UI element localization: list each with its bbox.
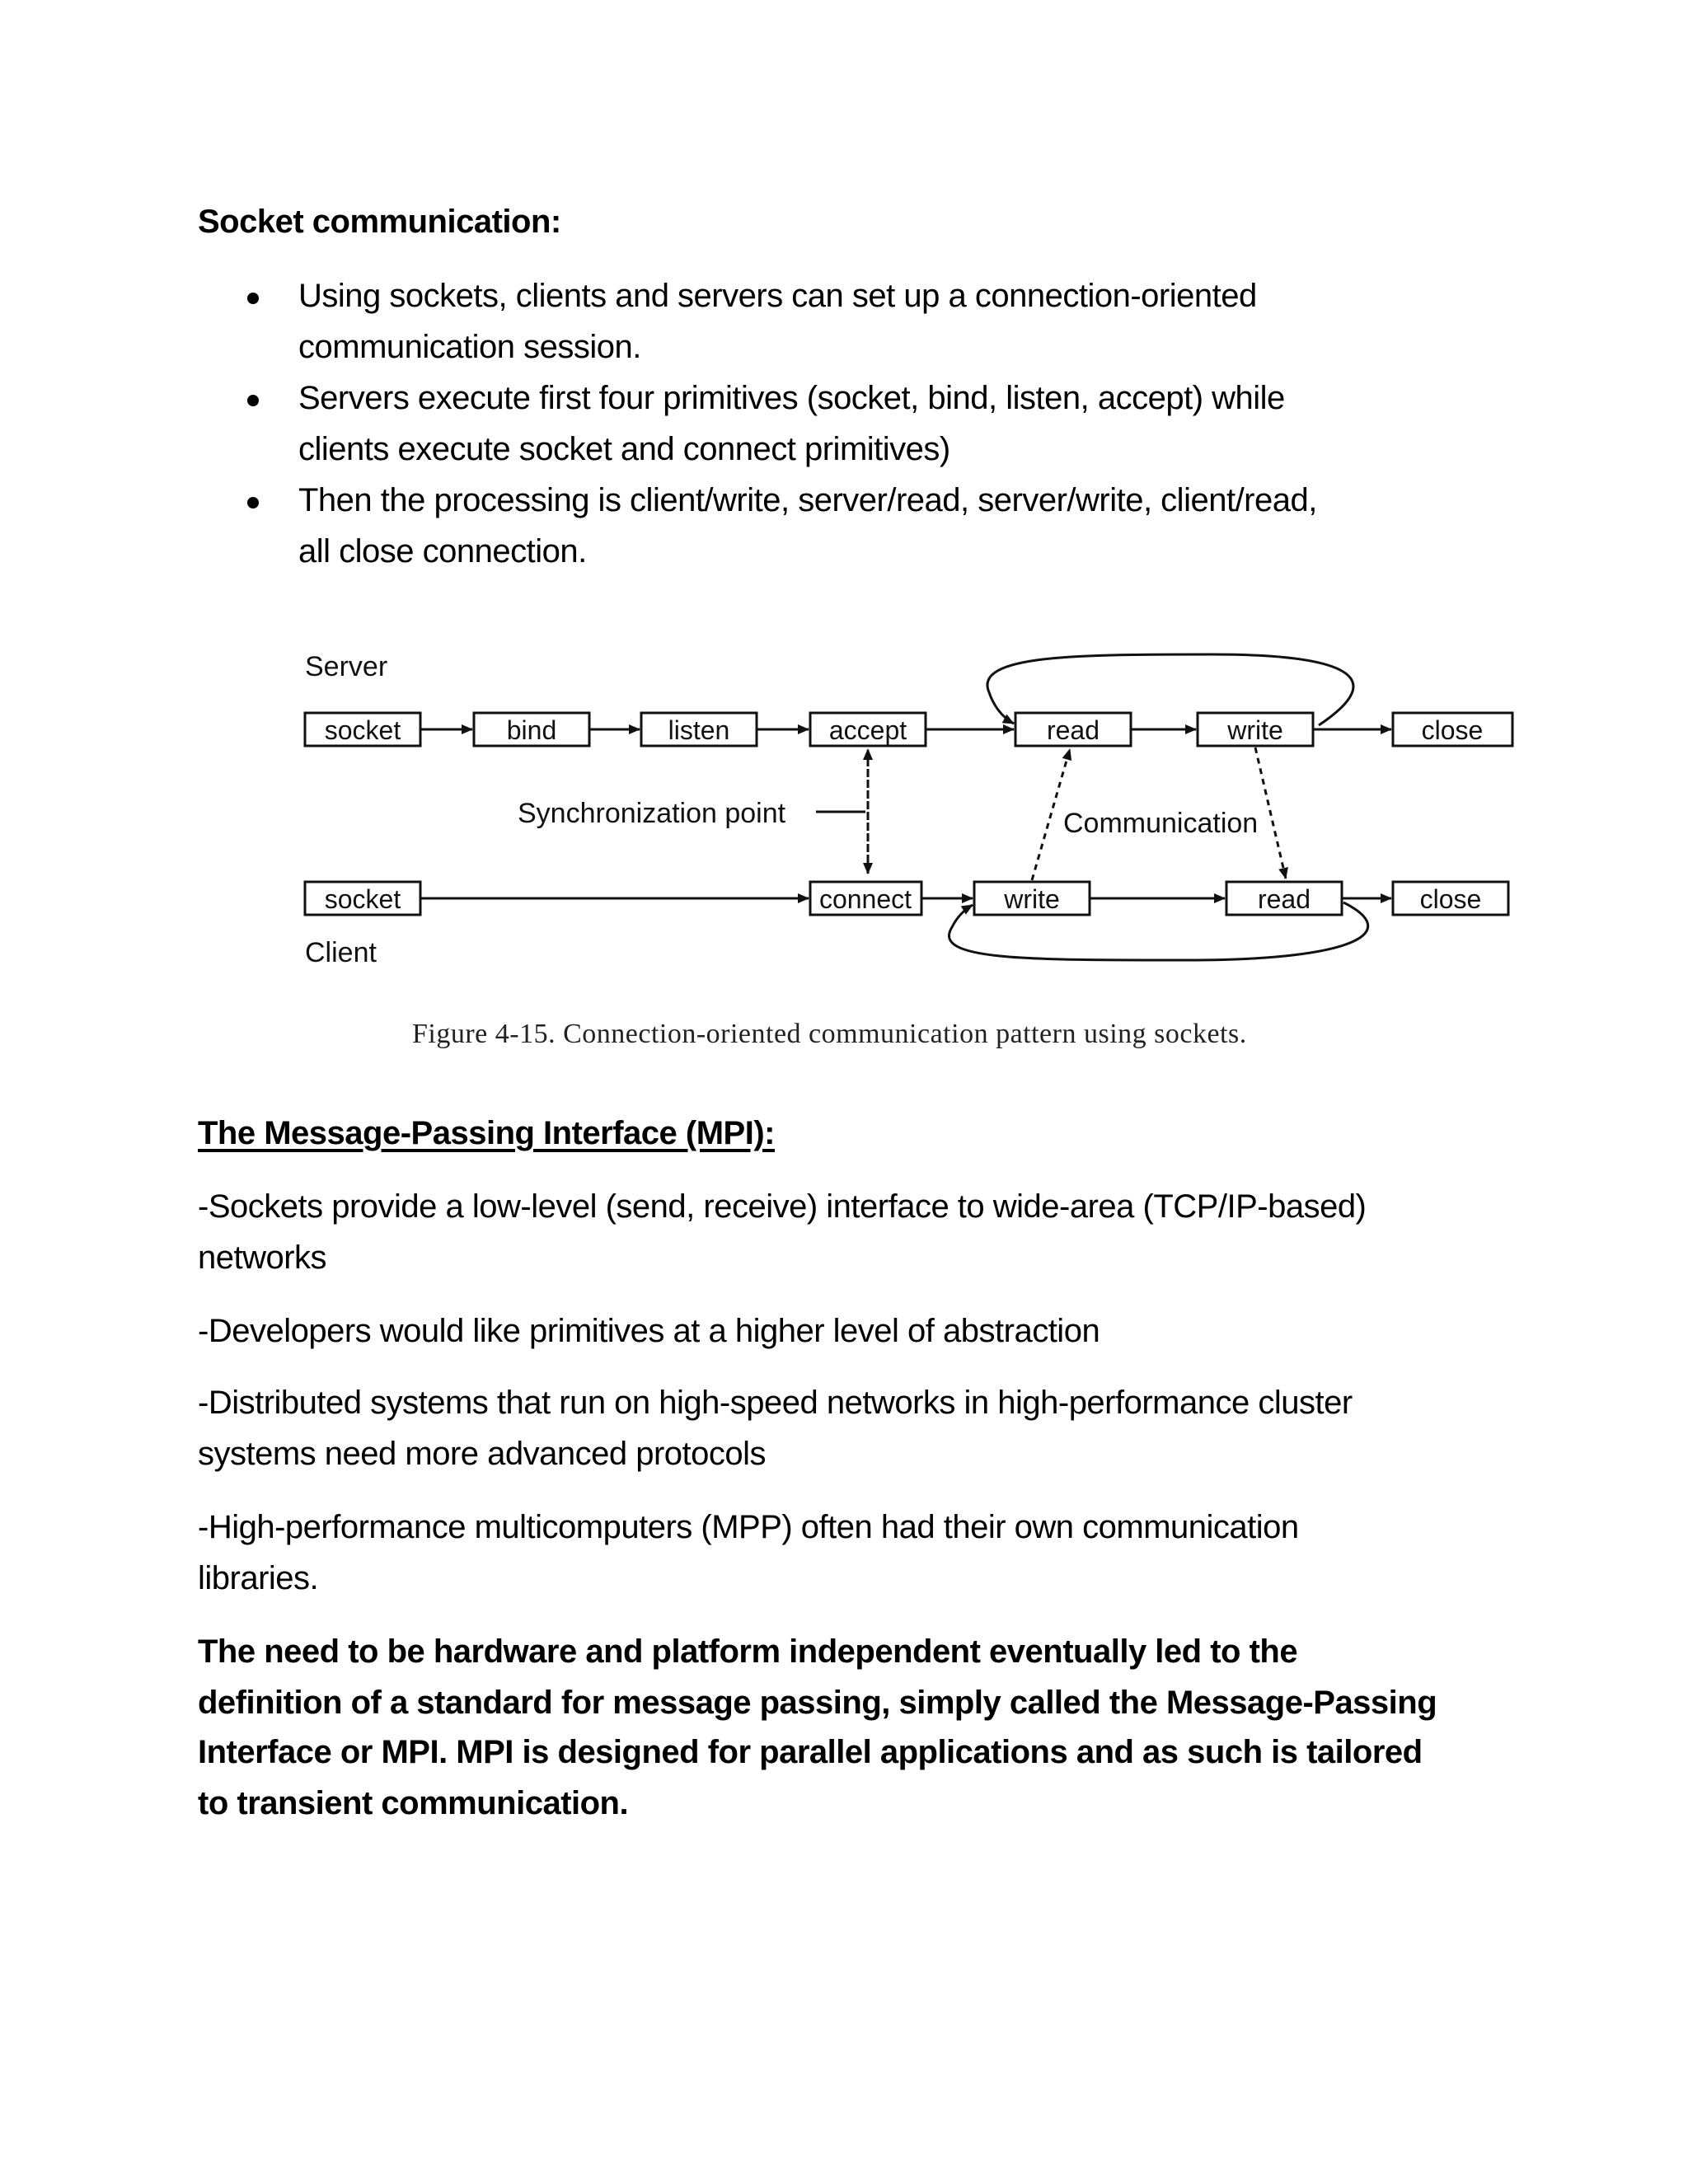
server-listen-box — [641, 713, 757, 746]
server-bind-box — [474, 713, 589, 746]
client-socket-text: socket — [324, 884, 401, 914]
bullet-3-line-2: all close connection. — [298, 533, 587, 569]
bullet-1-line-2: communication session. — [298, 329, 641, 365]
mpi-paragraph-3-line-2: systems need more advanced protocols — [198, 1436, 767, 1472]
client-read-box — [1226, 882, 1342, 915]
client-socket-box — [305, 882, 420, 915]
server-socket-text: socket — [324, 715, 401, 745]
client-write-text: write — [1004, 884, 1060, 914]
client-label: Client — [305, 937, 377, 968]
server-bind-text: bind — [506, 715, 557, 745]
server-socket-box — [305, 713, 420, 746]
mpi-paragraph-1-line-2: networks — [198, 1240, 327, 1276]
mpi-paragraph-4-line-2: libraries. — [198, 1560, 319, 1596]
client-close-box — [1393, 882, 1508, 915]
bullet-dot — [247, 293, 259, 304]
conclusion-line-2: definition of a standard for message passing, simply called the Message-Passing — [198, 1685, 1437, 1721]
client-connect-text: connect — [818, 884, 912, 914]
mpi-paragraph-2: -Developers would like primitives at a higher level of abstraction — [198, 1313, 1100, 1349]
server-read-box — [1015, 713, 1131, 746]
server-read-text: read — [1046, 715, 1100, 745]
server-close-text: close — [1421, 715, 1484, 745]
socket-communication-heading: Socket communication: — [198, 204, 561, 240]
server-listen-text: listen — [668, 715, 730, 745]
communication-label: Communication — [1063, 808, 1259, 839]
synchronization-point-label: Synchronization point — [518, 798, 786, 829]
mpi-heading: The Message-Passing Interface (MPI): — [198, 1115, 775, 1151]
mpi-paragraph-1-line-1: -Sockets provide a low-level (send, receive) interface to wide-area (TCP/IP-based) — [198, 1188, 1367, 1225]
server-accept-box — [810, 713, 926, 746]
bullet-1-line-1: Using sockets, clients and servers can set up a connection-oriented — [298, 278, 1257, 314]
bullet-dot — [247, 497, 259, 509]
server-close-box — [1393, 713, 1512, 746]
mpi-paragraph-3-line-1: -Distributed systems that run on high-speed networks in high-performance cluster — [198, 1385, 1353, 1421]
conclusion-line-3: Interface or MPI. MPI is designed for parallel applications and as such is tailored — [198, 1734, 1423, 1770]
server-label: Server — [305, 651, 388, 682]
client-read-text: read — [1257, 884, 1311, 914]
bullet-3-line-1: Then the processing is client/write, server/read, server/write, client/read, — [298, 482, 1317, 518]
conclusion-line-1: The need to be hardware and platform independent eventually led to the — [198, 1633, 1298, 1670]
server-write-text: write — [1227, 715, 1283, 745]
conclusion-line-4: to transient communication. — [198, 1785, 629, 1821]
figure-caption: Figure 4-15. Connection-oriented communication pattern using sockets. — [412, 1019, 1247, 1049]
client-connect-box — [810, 882, 921, 915]
client-close-text: close — [1419, 884, 1482, 914]
bullet-dot — [247, 395, 259, 406]
sync-arrow — [816, 749, 868, 874]
bullet-2-line-1: Servers execute first four primitives (socket, bind, listen, accept) while — [298, 380, 1285, 416]
mpi-paragraph-4-line-1: -High-performance multicomputers (MPP) often had their own communication — [198, 1509, 1299, 1545]
socket-communication-diagram — [297, 643, 1533, 997]
server-accept-text: accept — [828, 715, 907, 745]
bullet-2-line-2: clients execute socket and connect primitives) — [298, 431, 950, 467]
server-write-box — [1198, 713, 1313, 746]
client-write-box — [974, 882, 1090, 915]
